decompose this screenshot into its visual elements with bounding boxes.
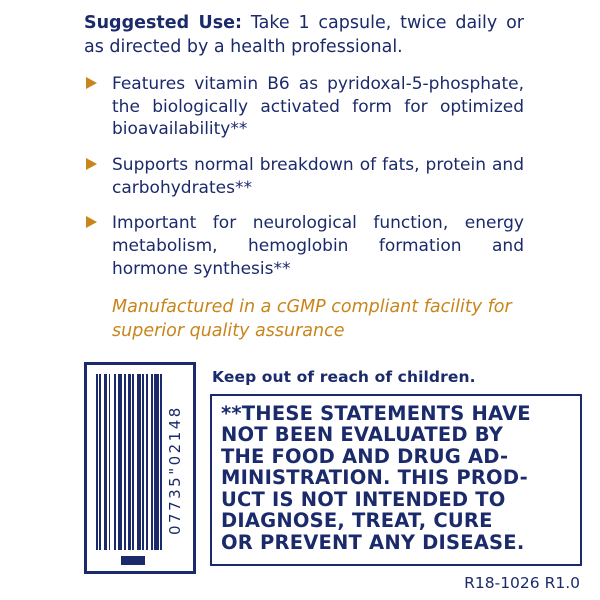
keep-out-of-reach-text: Keep out of reach of children. xyxy=(212,368,476,386)
bottom-section xyxy=(84,362,582,592)
warning-column xyxy=(210,362,582,592)
triangle-bullet-icon xyxy=(86,77,97,89)
disclaimer-line: UCT IS NOT INTENDED TO xyxy=(221,487,506,511)
disclaimer-line: **THESE STATEMENTS HAVE xyxy=(221,402,531,425)
benefit-bullet-list xyxy=(84,73,524,280)
suggested-use-text: Take 1 capsule, twice daily or as directed by a health professional. xyxy=(84,13,524,57)
suggested-use-label: Suggested Use: xyxy=(84,13,243,33)
barcode-bars xyxy=(96,374,162,550)
list-item xyxy=(84,212,524,280)
lot-code-text: R18-1026 R1.0 xyxy=(464,574,580,592)
disclaimer-line: DIAGNOSE, TREAT, CURE xyxy=(221,509,493,533)
triangle-bullet-icon xyxy=(86,158,97,170)
barcode-tail-digit: 8 xyxy=(129,558,142,565)
bullet-text: Features vitamin B6 as pyridoxal-5-phosphate, the biologically activated form for optimized bioavailability** xyxy=(112,74,524,140)
disclaimer-line: NOT BEEN EVALUATED BY xyxy=(221,423,504,447)
bullet-text: Important for neurological function, energy metabolism, hemoglobin formation and hormone synthesis** xyxy=(112,213,524,279)
disclaimer-line: OR PREVENT ANY DISEASE. xyxy=(221,530,525,554)
bullet-text: Supports normal breakdown of fats, protein and carbohydrates** xyxy=(112,155,524,198)
disclaimer-line: MINISTRATION. THIS PROD- xyxy=(221,466,528,490)
barcode-container xyxy=(84,362,196,574)
barcode-number: 07735"02148 xyxy=(166,405,184,535)
list-item xyxy=(84,154,524,199)
suggested-use-paragraph xyxy=(84,12,524,59)
disclaimer-line: THE FOOD AND DRUG AD- xyxy=(221,444,509,468)
triangle-bullet-icon xyxy=(86,216,97,228)
fda-disclaimer-box xyxy=(210,394,582,566)
list-item xyxy=(84,73,524,141)
cgmp-statement: Manufactured in a cGMP compliant facility for superior quality assurance xyxy=(112,297,512,341)
